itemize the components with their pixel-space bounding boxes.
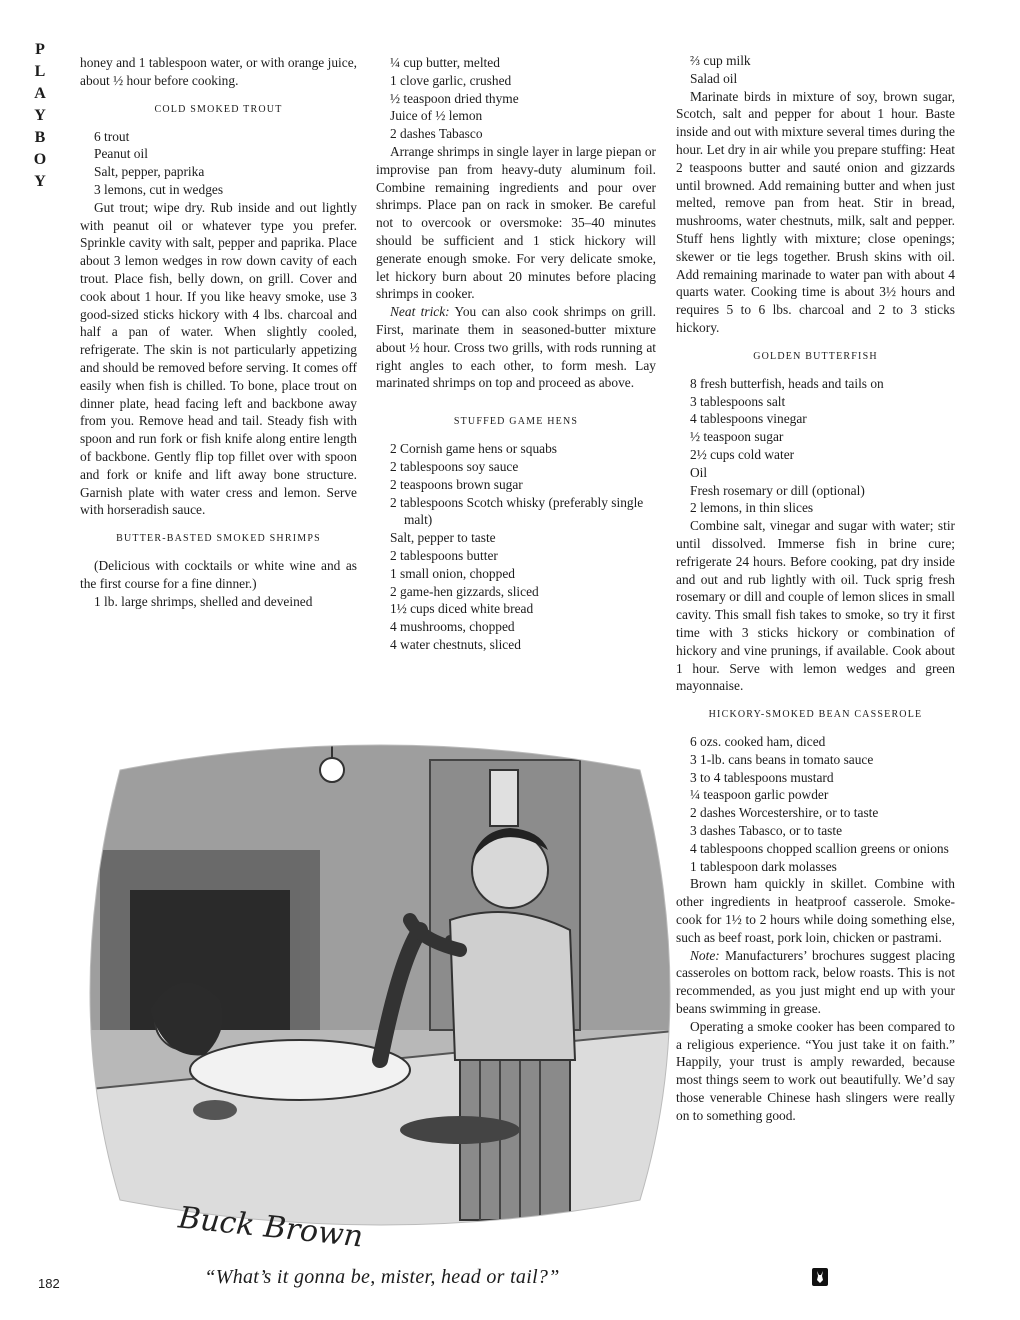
cartoon-drawing — [80, 730, 684, 1270]
column-1 — [80, 54, 357, 611]
ingredient: 4 tablespoons chopped scallion greens or onions — [690, 840, 949, 856]
ingredient: 2 Cornish game hens or squabs — [390, 441, 557, 457]
ingredient: Salt, pepper to taste — [390, 530, 496, 546]
column-3 — [676, 52, 955, 1125]
recipe-heading-shrimps: BUTTER-BASTED SMOKED SHRIMPS — [116, 533, 321, 545]
ingredient: 3 dashes Tabasco, or to taste — [690, 823, 843, 839]
ingredient: 3 to 4 tablespoons mustard — [690, 769, 834, 785]
cartoon-illustration — [80, 730, 684, 1270]
ingredient: 1 lb. large shrimps, shelled and deveined — [94, 593, 313, 609]
ingredient: 4 water chestnuts, sliced — [390, 636, 521, 652]
recipe-paragraph: Marinate birds in mixture of soy, brown sugar, Scotch, salt and pepper for about 1 hour. Baste inside and out with mixture several times during the hour. Let dry in air while you prepare stuffing: Heat 2 teaspoons butter and sauté onion and gizzards until browned. Add remaining butter and when just melted, remove pan from heat. Stir in bread, mushrooms, water chestnuts, milk, salt and pepper. Stuff hens lightly with mixture; close openings; skewer or tie legs together. Brush skins with oil. Add remaining marinade to water pan with about 4 quarts water. Cooking time is about 3½ hours and requires 5 to 6 lbs. charcoal and 2 to 3 sticks hickory. — [676, 88, 955, 335]
recipe-paragraph: (Delicious with cocktails or white wine and as the first course for a fine dinner.) — [80, 558, 357, 591]
masthead-letter: A — [34, 85, 46, 102]
ingredient: 3 lemons, cut in wedges — [94, 181, 224, 197]
ingredient: 2 lemons, in thin slices — [690, 500, 814, 516]
page-number: 182 — [38, 1276, 60, 1291]
recipe-paragraph: Combine salt, vinegar and sugar with water; stir until dissolved. Immerse fish in brine cure; refrigerate 24 hours. Before cooking, pat dry inside and out and rub lightly with oil. Tuck sprig fresh rosemary or dill and couple of lemon slices in small cavity. This small fish takes to smoke, so try it first time with 3 sticks hickory or combination of hickory and vine prunings, if available. Cook about 1 hour. Serve with lemon wedges and green mayonnaise. — [676, 518, 955, 694]
recipe-note — [676, 947, 955, 1018]
recipe-note — [376, 303, 656, 392]
artist-signature: Buck Brown — [176, 1200, 365, 1255]
intro-paragraph: honey and 1 tablespoon water, or with orange juice, about ½ hour before cooking. — [80, 55, 357, 88]
masthead-letter: Y — [34, 107, 46, 124]
ingredient: 8 fresh butterfish, heads and tails on — [690, 375, 884, 391]
recipe-paragraph: Arrange shrimps in single layer in large piepan or improvise pan from heavy-duty aluminum foil. Combine remaining ingredients and pour over shrimps. Place pan on rack in smoker. Be careful not to overcook or oversmoke: 35–40 minutes should be sufficient and 1 stick hickory will generate enough smoke. For very delicate smoke, let hickory burn about 20 minutes before placing shrimps in cooker. — [376, 143, 657, 302]
ingredient: 1 clove garlic, crushed — [390, 72, 512, 88]
ingredient: 6 trout — [94, 128, 130, 144]
masthead-letter: P — [35, 41, 45, 58]
masthead — [26, 42, 54, 196]
ingredient: 2 dashes Worcestershire, or to taste — [690, 805, 879, 821]
ingredient: ½ teaspoon dried thyme — [390, 90, 519, 106]
ingredient: 3 1-lb. cans beans in tomato sauce — [690, 751, 874, 767]
recipe-paragraph: Brown ham quickly in skillet. Combine with other ingredients in heatproof casserole. Smoke-cook for 1½ to 2 hours while doing something else, such as beef roast, pork loin, chicken or pastrami. — [676, 876, 955, 945]
ingredient: Salt, pepper, paprika — [94, 164, 205, 180]
ingredient: 2 tablespoons butter — [390, 547, 498, 563]
ingredient: ½ teaspoon sugar — [690, 429, 784, 445]
ingredient: 2 dashes Tabasco — [390, 126, 483, 142]
note-text: You can also cook shrimps on grill. First, marinate them in seasoned-butter mixture about ½ hour. Cross two grills, with rods running at right angles to each other, to form mesh. Lay marinated shrimps on top and proceed as above. — [376, 304, 656, 391]
recipe-heading-trout: COLD SMOKED TROUT — [154, 103, 283, 115]
ingredient: Juice of ½ lemon — [390, 108, 483, 124]
recipe-heading-hens: STUFFED GAME HENS — [453, 416, 579, 428]
ingredient: 2 tablespoons Scotch whisky (preferably single malt) — [390, 494, 644, 528]
ingredient: 2 teaspoons brown sugar — [390, 476, 523, 492]
cartoon-caption: “What’s it gonna be, mister, head or tail?” — [204, 1266, 560, 1288]
ingredient: ¼ cup butter, melted — [390, 55, 500, 70]
ingredient: 3 tablespoons salt — [690, 393, 786, 409]
masthead-letter: Y — [34, 173, 46, 190]
ingredient: 1 tablespoon dark molasses — [690, 858, 837, 874]
recipe-heading-butterfish: GOLDEN BUTTERFISH — [753, 350, 878, 362]
ingredient: 4 mushrooms, chopped — [390, 619, 515, 635]
ingredient: ¼ teaspoon garlic powder — [690, 787, 829, 803]
ingredient: 2 tablespoons soy sauce — [390, 458, 519, 474]
masthead-letter: B — [34, 129, 46, 146]
masthead-letter: L — [34, 63, 46, 80]
note-text: Manufacturers’ brochures suggest placing casseroles on bottom rack, below roasts. This is not recommended, as you just might end up with your beans swimming in grease. — [676, 947, 955, 1017]
recipe-paragraph: Gut trout; wipe dry. Rub inside and out lightly with peanut oil or whatever type you prefer. Sprinkle cavity with salt, pepper and paprika. Place about 3 lemon wedges in row down cavity of each trout. Place fish, belly down, on grill. Cover and cook about 1 hour. If you like heavy smoke, use 3 good-sized sticks hickory with 4 lbs. charcoal and half a pan of water. When slightly cooled, refrigerate. The skin is not particularly appetizing and should be removed before serving. It comes off easily when fish is chilled. To bone, place trout on dinner plate, head facing left and backbone away from you. Remove head and tail. Steady fish with spoon and run fork or fish knife along entire length of backbone. Gently flip top fillet over with spoon and fork or knife and lift away bone structure. Garnish plate with water cress and lemon. Serve with horseradish sauce. — [80, 199, 357, 518]
ingredient: 6 ozs. cooked ham, diced — [690, 734, 826, 750]
closing-paragraph: Operating a smoke cooker has been compared to a religious experience. “You just take it on faith.” Happily, your trust is amply rewarded, because most things seem to work out beautifully. We’d say those venerable Chinese hash slingers were really on to something good. — [676, 1018, 955, 1123]
note-lead: Note: — [690, 947, 720, 963]
ingredient: 1 small onion, chopped — [390, 565, 515, 581]
ingredient: Oil — [690, 464, 708, 480]
ingredient: 1½ cups diced white bread — [390, 601, 534, 617]
ingredient: 2 game-hen gizzards, sliced — [390, 583, 539, 599]
ingredient: Fresh rosemary or dill (optional) — [690, 482, 865, 498]
ingredient: ⅔ cup milk — [690, 53, 751, 68]
recipe-heading-bean-casserole: HICKORY-SMOKED BEAN CASSEROLE — [708, 709, 923, 721]
ingredient: 2½ cups cold water — [690, 446, 795, 462]
note-lead: Neat trick: — [390, 304, 450, 320]
column-2 — [376, 54, 656, 654]
masthead-letter: O — [33, 151, 47, 168]
ingredient: 4 tablespoons vinegar — [690, 411, 807, 427]
ingredient: Peanut oil — [94, 146, 148, 162]
bunny-logo-icon — [812, 1268, 828, 1286]
ingredient: Salad oil — [690, 70, 738, 86]
